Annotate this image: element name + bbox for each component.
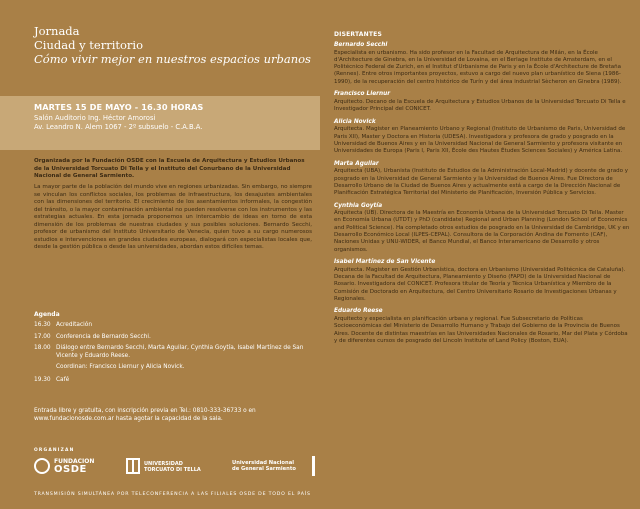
event-date: MARTES 15 DE MAYO - 16.30 HORAS xyxy=(34,102,204,112)
right-column xyxy=(320,0,640,509)
speaker-entry xyxy=(334,42,630,86)
organizer-logos xyxy=(34,456,316,478)
speakers-list xyxy=(334,42,630,350)
speaker-name: Alicia Novick xyxy=(334,118,376,125)
agenda-item xyxy=(34,364,314,372)
speakers-title: DISERTANTES xyxy=(334,31,382,38)
osde-mark-icon xyxy=(34,458,50,474)
header-line2: Ciudad y territorio xyxy=(34,38,144,52)
speaker-bio: Arquitecta (UBA), Urbanista (Instituto de Estudios de la Administración Local-Madrid) y docente de grado y posgrado en la Universidad de General Sarmiento y la Universidad de Buenos Aires. Fue Directora de Desarrollo Urbano de la Ciudad de Buenos Aires y actualmente está a cargo de la Dirección Nacional de Planificación Estratégica Territorial del Ministerio de Planificación, Inversión Pública y Servicios. xyxy=(334,168,629,197)
ungs-logo xyxy=(232,456,318,478)
header-line1: Jornada xyxy=(34,24,80,38)
speaker-name: Isabel Martínez de San Vicente xyxy=(334,259,436,266)
agenda-item xyxy=(34,377,314,385)
organizers-intro: Organizada por la Fundación OSDE con la Escuela de Arquitectura y Estudios Urbanos de la Universidad Torcuato Di Tella y el Instituto del Conurbano de la Universidad Nacional de General Sarmiento. xyxy=(34,158,305,180)
agenda-list xyxy=(34,322,314,384)
header-line3: Cómo vivir mejor en nuestros espacios urbanos xyxy=(34,52,311,66)
agenda-text: Coordinan: Francisco Liernur y Alicia Novick. xyxy=(56,364,185,370)
fundacion-osde-logo xyxy=(34,456,114,478)
utdt-logo-line2: TORCUATO DI TELLA xyxy=(144,467,201,473)
osde-logo-line2: OSDE xyxy=(54,464,87,475)
venue-line1: Salón Auditorio Ing. Héctor Amorosi xyxy=(34,114,156,122)
agenda-time: 16.30 xyxy=(34,322,51,328)
speaker-bio: Arquitecta. Magister en Planeamiento Urbano y Regional (Instituto de Urbanismo de Paris, Universidad de Paris XII), Master y Doctora en Historia (UDESA). Investigadora y profesora de grado y posgrado en la Universidad de Buenos Aires y en la Universidad Nacional de General Sarmiento y profesora visitante en Universidades de Europa (Paris I, Paris XII, École des Hautes Études Sciences Sociales) y América Latina. xyxy=(334,126,626,155)
agenda-title: Agenda xyxy=(34,311,60,318)
event-info-box xyxy=(0,96,320,150)
agenda-text: Café xyxy=(56,376,70,383)
agenda-item xyxy=(34,322,314,330)
osde-logo-line1: FUNDACION xyxy=(54,458,95,465)
speaker-name: Francisco Liernur xyxy=(334,91,391,98)
speaker-bio: Especialista en urbanismo. Ha sido profesor en la Facultad de Arquitectura de Milán, en la École d'Architecture de Ginebra, en la Universidad de Lovaina, en el Berlage Institute de Amsterdam, en el Politécnico Federal de Zurich, en el Institut d'Urbanisme de Paris y en la École d'Architecture de Bretaña (Rennes). Entre otros importantes proyectos, estuvo a cargo del nuevo plan urbanístico de Siena (1986-1990), de la recuperación del centro histórico de Turín y del área industrial Sècheron en Ginebra (1989). xyxy=(334,49,622,85)
agenda-text: Diálogo entre Bernardo Secchi, Marta Aguilar, Cynthia Goytía, Isabel Martínez de San Vicente y Eduardo Reese. xyxy=(56,345,304,359)
ungs-logo-line2: de General Sarmiento xyxy=(232,466,296,472)
ungs-logo-line1: Universidad Nacional xyxy=(232,460,294,466)
speaker-entry xyxy=(334,161,630,198)
speaker-bio: Arquitecto. Decano de la Escuela de Arquitectura y Estudios Urbanos de la Universidad Torcuato Di Tella e Investigador Principal del CONICET. xyxy=(334,98,626,113)
speaker-bio: Arquitecto y especialista en planificación urbana y regional. Fue Subsecretario de Políticas Socioeconómicas del Ministerio de Desarrollo Humano y Trabajo del Gobierno de la Provincia de Buenos Aires. Docente de distintas maestrías en las Universidades Nacionales de Rosario, Mar del Plata y Córdoba y de diferentes cursos de posgrado del Lincoln Institute of Land Policy (Boston, EUA). xyxy=(334,316,628,344)
speaker-bio: Arquitecta. Magister en Gestión Urbanística, doctora en Urbanismo (Universidad Politécnica de Cataluña). Decana de la Facultad de Arquitectura, Planeamiento y Diseño (FAPD) de la Universidad Nacional de Rosario. Investigadora del CONICET. Profesora titular de Teoría y Técnica Urbanística y Miembro de la Comisión de Doctorado en Arquitectura, del Centro Universitario Rosario de Investigaciones Urbanas y Regionales. xyxy=(334,266,626,302)
agenda-text: Acreditación xyxy=(56,322,93,328)
agenda-item xyxy=(34,345,314,360)
registration-info: Entrada libre y gratuita, con inscripción previa en Tel.: 0810-333-36733 o en www.fundacionosde.com.ar hasta agotar la capacidad de la sala. xyxy=(34,408,256,422)
ungs-bar-icon xyxy=(312,456,315,476)
speaker-entry xyxy=(334,91,630,113)
utdt-logo-line1: UNIVERSIDAD xyxy=(144,461,183,467)
speaker-name: Bernardo Secchi xyxy=(334,42,388,48)
agenda-time: 19.30 xyxy=(34,376,51,383)
venue-line2: Av. Leandro N. Alem 1067 - 2º subsuelo - C.A.B.A. xyxy=(34,123,203,131)
speaker-name: Cynthia Goytía xyxy=(334,202,383,209)
speaker-name: Eduardo Reese xyxy=(334,308,383,315)
agenda-time: 18.00 xyxy=(34,345,51,351)
agenda-time: 17.00 xyxy=(34,333,51,340)
organizers-label: ORGANIZAN xyxy=(34,448,75,453)
speaker-entry xyxy=(334,203,630,254)
transmission-note: TRANSMISIÓN SIMULTÁNEA POR TELECONFERENCIA A LAS FILIALES OSDE DE TODO EL PAÍS xyxy=(34,492,311,497)
utdt-logo xyxy=(126,456,222,478)
speaker-entry xyxy=(334,259,630,303)
speaker-entry xyxy=(334,308,630,345)
speaker-name: Marta Aguilar xyxy=(334,160,379,167)
speaker-entry xyxy=(334,119,630,156)
agenda-item xyxy=(34,334,314,342)
flyer-header xyxy=(34,24,314,66)
event-venue xyxy=(34,114,202,132)
speaker-bio: Arquitecta (UB). Directora de la Maestría en Economía Urbana de la Universidad Torcuato Di Tella. Master en Economía Urbana (UTDT) y PhD (candidate) Regional and Urban Planning (London School of Economics and Political Science). Ha completado otros estudios de posgrado en la Universidad de Cambridge, UK y en Desarrollo Económico Local (ILPES-CEPAL). Consultora de la Corporación Andina de Fomento (CAF), Naciones Unidas y UNU-WIDER, el Banco Mundial, el Banco Interamericano de Desarrollo y otros organismos. xyxy=(334,210,630,253)
agenda-text: Conferencia de Bernardo Secchi. xyxy=(56,333,151,340)
description-text: La mayor parte de la población del mundo vive en regiones urbanizadas. Sin embargo, no siempre se vinculan los conflictos sociales, los problemas de infraestructura, los desajustes ambientales con las dimensiones del territorio. El crecimiento de los asentamientos informales, la congestión del tránsito, o la mayor contaminación ambiental no pueden resolverse con los instrumentos y las estrategias actuales. En esta jornada proponemos un intercambio de ideas en torno de esta dimensión de los problemas de nuestras ciudades y sus posibles soluciones. Bernardo Secchi, profesor de urbanismo del Instituto Universitario de Venecia, quien tuvo a su cargo numerosos estudios e intervenciones en grandes ciudades europeas, dialogará con especialistas locales que, desde la gestión pública o desde las universidades, abordan estos difíciles temas. xyxy=(34,184,312,250)
utdt-shield-icon xyxy=(126,458,140,474)
